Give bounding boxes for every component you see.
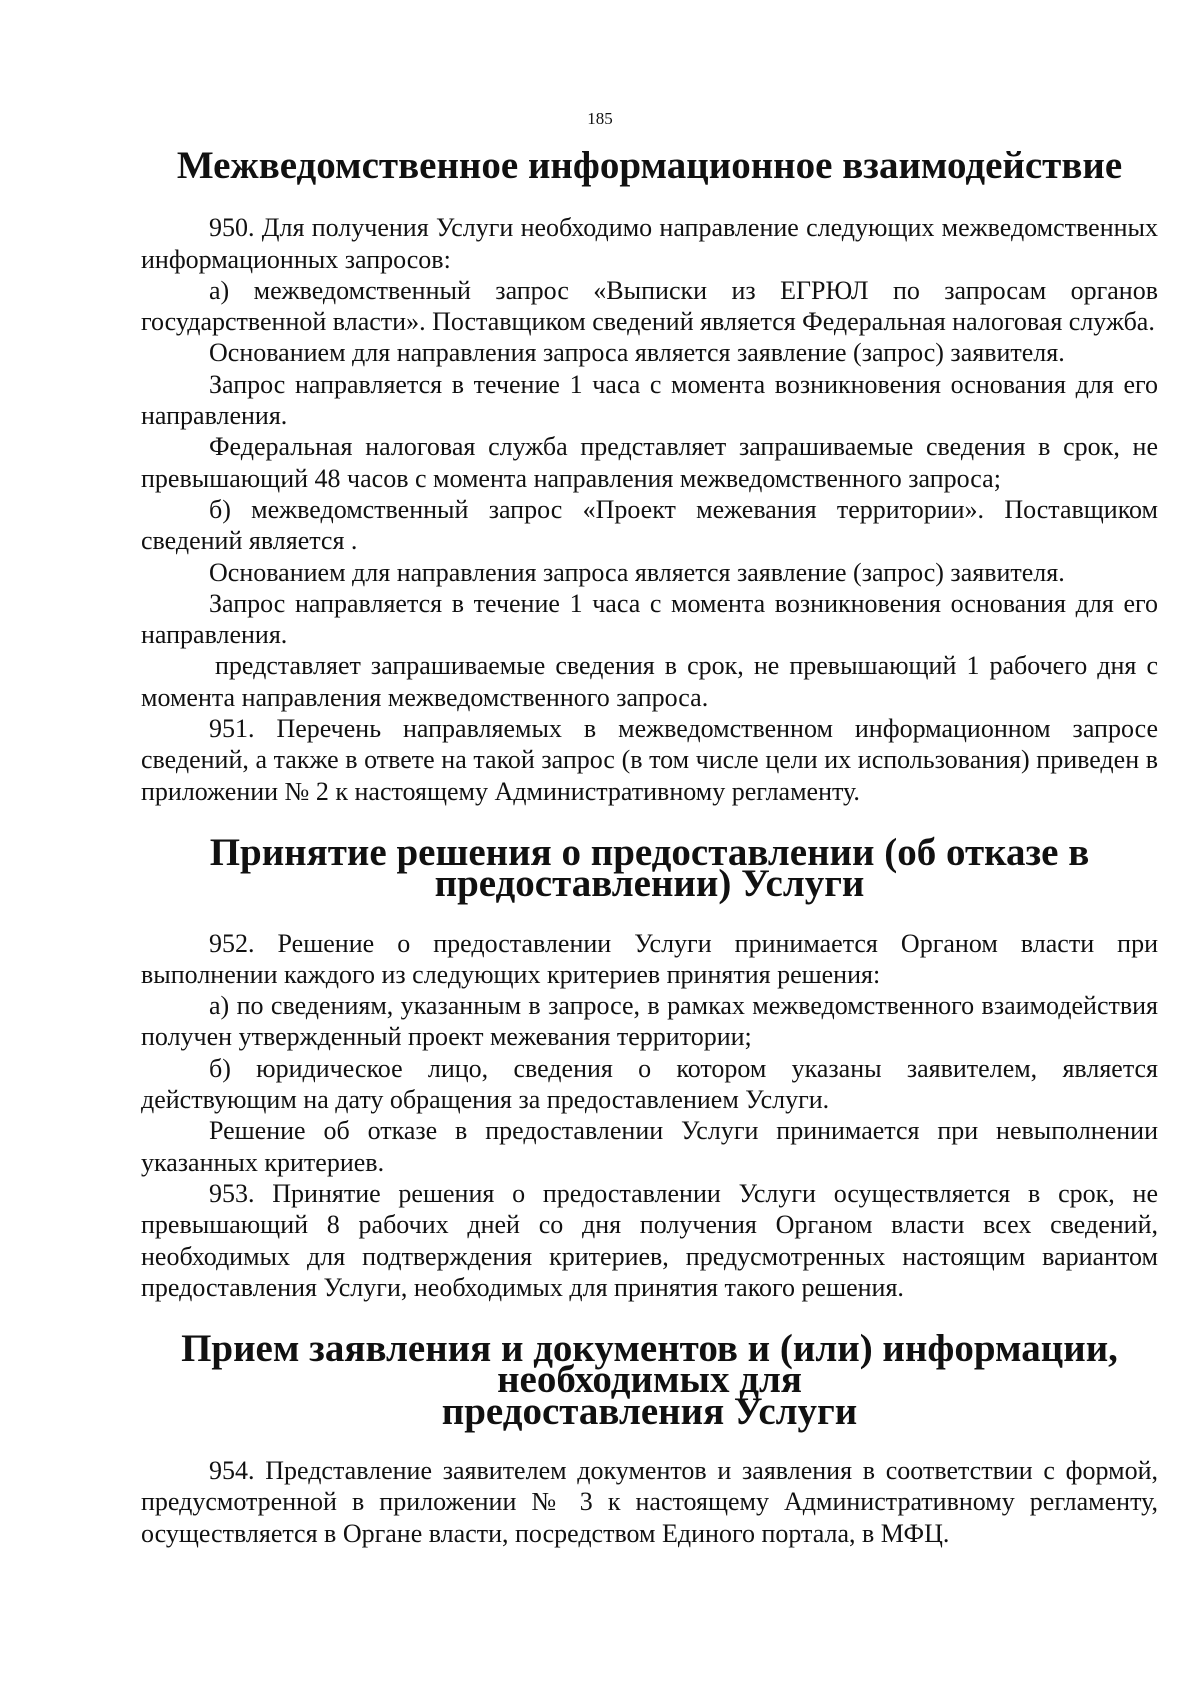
page-content (141, 144, 1158, 1549)
paragraph-provides-deadline: представляет запрашиваемые сведения в срок, не превышающий 1 рабочего дня с момента направления межведомственного запроса. (141, 651, 1158, 712)
paragraph-basis-2: Основанием для направления запроса является заявление (запрос) заявителя. (209, 557, 1065, 587)
paragraph-952-b: б) юридическое лицо, сведения о котором указаны заявителем, является действующим на дату обращения за предоставлением Услуги. (141, 1053, 1158, 1115)
paragraph-time-2: Запрос направляется в течение 1 часа с момента возникновения основания для его направления. (141, 588, 1158, 650)
section-heading-reception-line2: предоставления Услуги (441, 1389, 858, 1433)
section-heading-reception-line1: Прием заявления и документов и (или) информации, необходимых для (181, 1327, 1118, 1402)
paragraph-fns-deadline: Федеральная налоговая служба представляет запрашиваемые сведения в срок, не превышающий 48 часов с момента направления межведомственного запроса; (141, 432, 1158, 493)
paragraph-refusal: Решение об отказе в предоставлении Услуги принимается при невыполнении указанных критериев. (141, 1116, 1158, 1177)
paragraph-950-a: а) межведомственный запрос «Выписки из ЕГРЮЛ по запросам органов государственной власти». Поставщиком сведений является Федеральная налоговая служба. (141, 275, 1158, 337)
section-heading-decision: Принятие решения о предоставлении (об отказе в предоставлении) Услуги (209, 830, 1090, 906)
page-number: 185 (587, 109, 613, 128)
paragraph-954: 954. Представление заявителем документов и заявления в соответствии с формой, предусмотренной в приложении № 3 к настоящему Административному регламенту, осуществляется в Органе власти, посредством Единого портала, в МФЦ. (141, 1455, 1158, 1548)
paragraph-950-b: б) межведомственный запрос «Проект межевания территории». Поставщиком сведений является . (141, 494, 1158, 556)
paragraph-951: 951. Перечень направляемых в межведомственном информационном запросе сведений, а также в ответе на такой запрос (в том числе цели их использования) приведен в приложении № 2 к настоящему Административному регламенту. (141, 714, 1158, 806)
section-heading-reception (141, 1327, 1158, 1433)
paragraph-950: 950. Для получения Услуги необходимо направление следующих межведомственных информационных запросов: (141, 213, 1158, 274)
paragraph-time-1: Запрос направляется в течение 1 часа с момента возникновения основания для его направления. (141, 369, 1158, 431)
paragraph-952-a: а) по сведениям, указанным в запросе, в рамках межведомственного взаимодействия получен утвержденный проект межевания территории; (141, 991, 1158, 1052)
section-heading-interagency: Межведомственное информационное взаимодействие (176, 144, 1123, 187)
paragraph-952: 952. Решение о предоставлении Услуги принимается Органом власти при выполнении каждого из следующих критериев принятия решения: (141, 928, 1158, 989)
paragraph-basis-1: Основанием для направления запроса является заявление (запрос) заявителя. (209, 338, 1065, 368)
paragraph-953: 953. Принятие решения о предоставлении Услуги осуществляется в срок, не превышающий 8 рабочих дней со дня получения Органом власти всех сведений, необходимых для подтверждения критериев, предусмотренных настоящим вариантом предоставления Услуги, необходимых для принятия такого решения. (141, 1178, 1158, 1302)
